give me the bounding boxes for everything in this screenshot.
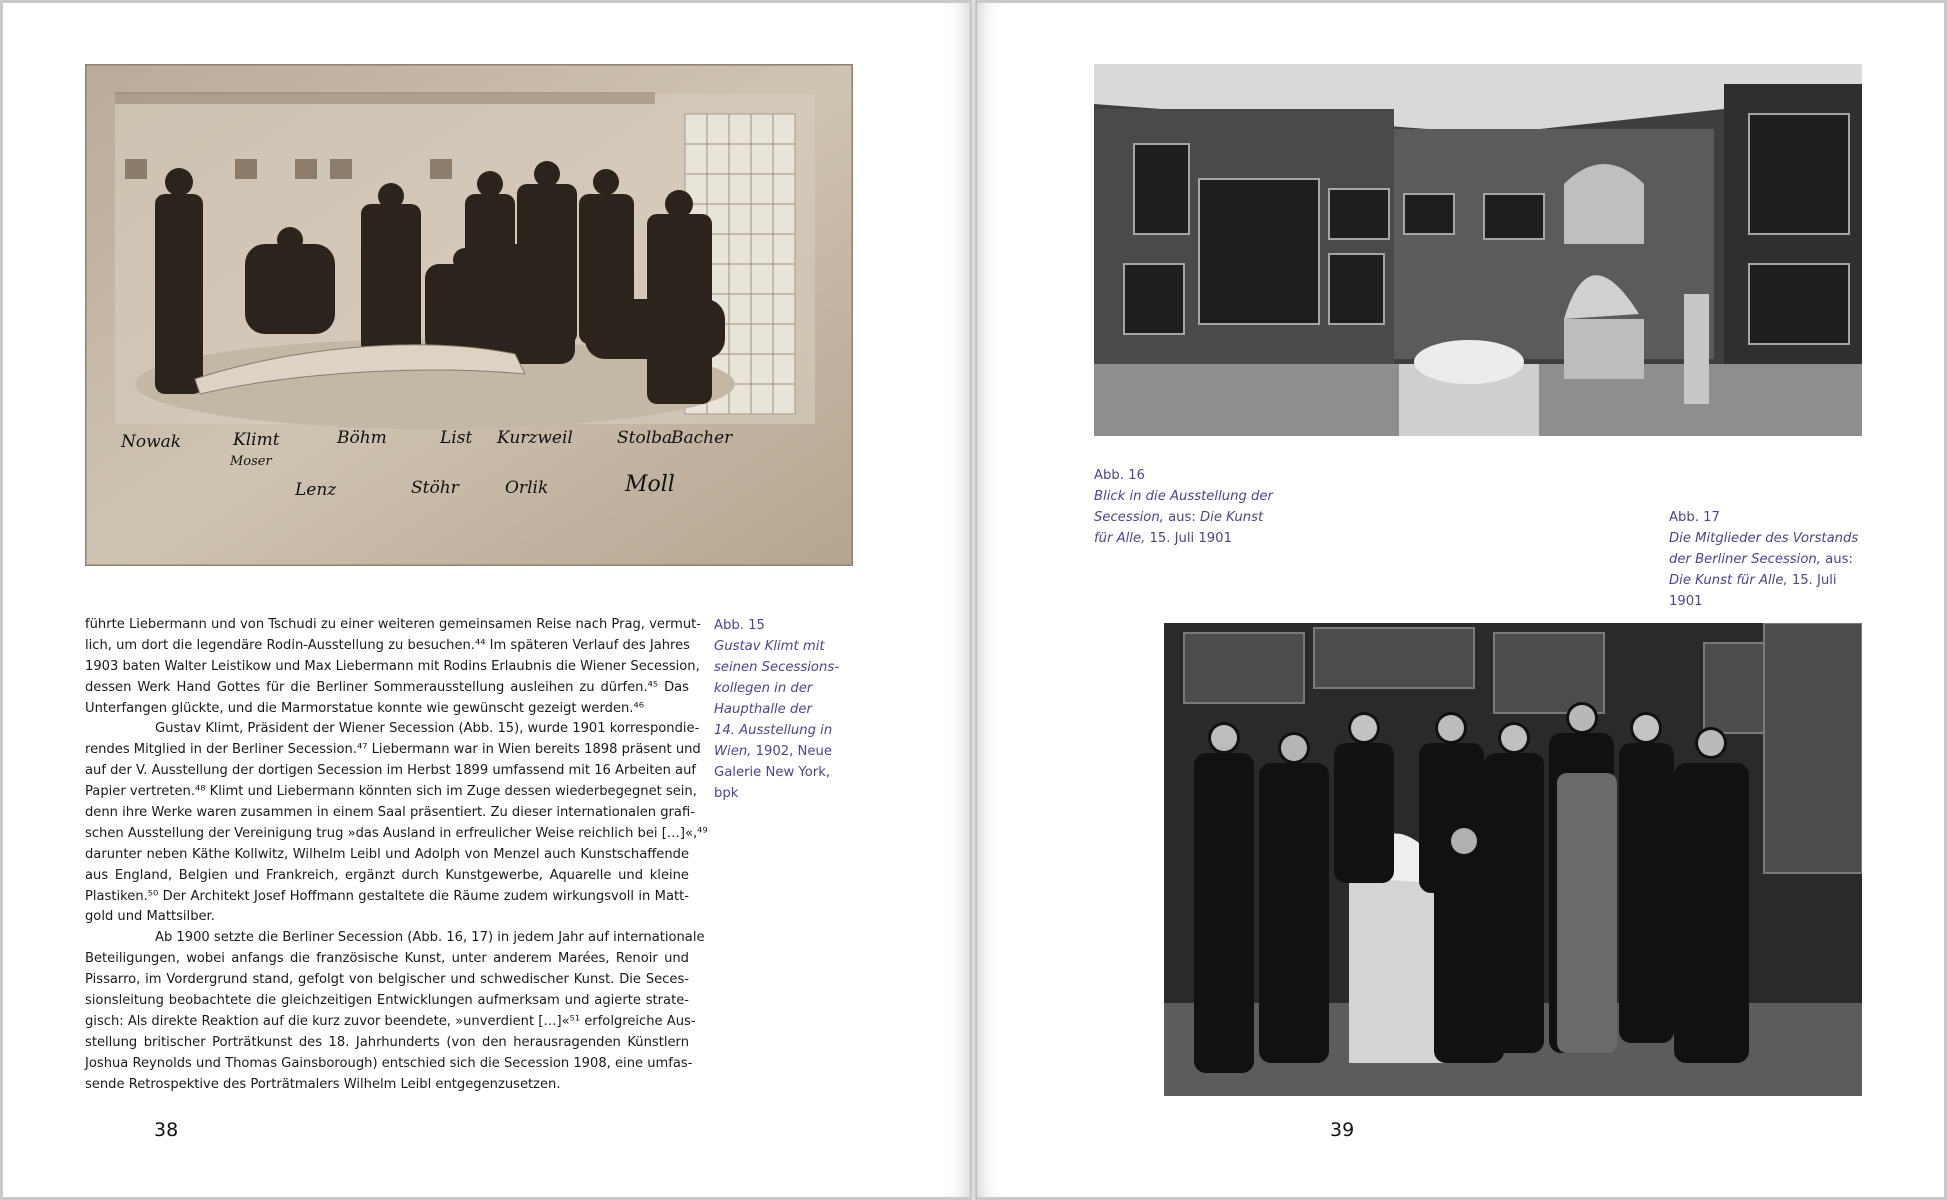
signature-stolba: Stolba	[617, 428, 673, 448]
body-line: auf der V. Ausstellung der dortigen Secession im Herbst 1899 umfassend mit 16 Arbeiten auf	[85, 763, 696, 779]
signature-kurzweil: Kurzweil	[497, 428, 573, 448]
body-line: Ab 1900 setzte die Berliner Secession (Abb. 16, 17) in jedem Jahr auf internationale	[155, 930, 705, 946]
body-line: sionsleitung beobachtete die gleichzeitigen Entwicklungen aufmerksam und agierte strate-	[85, 993, 689, 1009]
signature-nowak: Nowak	[121, 432, 182, 452]
signature-moser: Moser	[230, 454, 272, 469]
caption-regular: aus:	[1820, 552, 1853, 567]
body-line: Beteiligungen, wobei anfangs die französische Kunst, unter anderem Marées, Renoir und	[85, 951, 689, 967]
right-page	[977, 3, 1944, 1197]
figure-17-caption	[1669, 507, 1869, 612]
body-line: rendes Mitglied in der Berliner Secession.⁴⁷ Liebermann war in Wien bereits 1898 präsent und	[85, 742, 701, 758]
figure-16-caption	[1094, 465, 1294, 549]
caption-line: Blick in die Ausstellung der	[1094, 489, 1273, 504]
body-line: Joshua Reynolds und Thomas Gainsborough) entschied sich die Secession 1908, eine umfas-	[85, 1055, 693, 1071]
caption-line: Haupthalle der	[714, 702, 812, 717]
body-line: Plastiken.⁵⁰ Der Architekt Josef Hoffmann gestaltete die Räume zudem wirkungsvoll in Matt-	[85, 888, 689, 904]
caption-line: kollegen in der	[714, 681, 813, 696]
sepia-photo-illustration	[85, 64, 853, 566]
body-line: aus England, Belgien und Frankreich, ergänzt durch Kunstgewerbe, Aquarelle und kleine	[85, 867, 689, 883]
caption-italic: der Berliner Secession,	[1669, 552, 1821, 567]
body-text	[85, 615, 708, 1095]
figure-17-board-members-photo	[1164, 623, 1862, 1096]
left-page	[3, 3, 970, 1197]
caption-line	[1669, 549, 1869, 570]
body-line: sende Retrospektive des Porträtmalers Wilhelm Leibl entgegenzusetzen.	[85, 1076, 561, 1092]
signature-moll: Moll	[625, 472, 675, 497]
caption-line	[1094, 507, 1294, 528]
exhibition-hall-illustration	[1094, 64, 1862, 436]
caption-number: Abb. 16	[1094, 468, 1145, 483]
caption-line	[714, 741, 874, 762]
caption-line: 14. Ausstellung in	[714, 723, 833, 738]
body-line: Gustav Klimt, Präsident der Wiener Secession (Abb. 15), wurde 1901 korrespondie-	[155, 721, 700, 737]
page-number-right: 39	[1330, 1119, 1355, 1141]
signature-stohr: Stöhr	[411, 478, 459, 498]
caption-line: seinen Secessions-	[714, 660, 839, 675]
body-line: gold und Mattsilber.	[85, 909, 215, 925]
caption-italic: Wien,	[714, 744, 752, 759]
body-line: denn ihre Werke waren zusammen in einem Saal präsentiert. Zu dieser internationalen grafi-	[85, 805, 695, 821]
caption-number: Abb. 17	[1669, 510, 1720, 525]
body-line: dessen Werk Hand Gottes für die Berliner Sommerausstellung ausleihen zu dürfen.⁴⁵ Das	[85, 679, 689, 695]
signature-klimt: Klimt	[233, 430, 280, 450]
signature-list: List	[440, 428, 473, 448]
board-members-illustration	[1164, 623, 1862, 1096]
signature-lenz: Lenz	[295, 480, 337, 500]
caption-italic: Secession,	[1094, 510, 1164, 525]
signature-bacher: Bacher	[671, 428, 733, 448]
signature-orlik: Orlik	[505, 478, 549, 498]
caption-line: Galerie New York,	[714, 765, 831, 780]
body-line: schen Ausstellung der Vereinigung trug »das Ausland in erfreulicher Weise reichlich bei […]«,⁴⁹	[85, 825, 708, 841]
body-line: Papier vertreten.⁴⁸ Klimt und Liebermann könnten sich im Zuge dessen wiederbegegnet sein,	[85, 784, 697, 800]
caption-line: Die Mitglieder des Vorstands	[1669, 531, 1859, 546]
caption-line	[1094, 528, 1294, 549]
book-gutter	[970, 0, 977, 1200]
body-line: stellung britischer Porträtkunst des 18. Jahrhunderts (von den herausragenden Künstlern	[85, 1034, 689, 1050]
body-line: 1903 baten Walter Leistikow und Max Liebermann mit Rodins Erlaubnis die Wiener Secession,	[85, 658, 700, 674]
caption-regular: 1902, Neue	[751, 744, 832, 759]
caption-italic: Die Kunst	[1200, 510, 1264, 525]
caption-regular: 15. Juli 1901	[1669, 573, 1837, 609]
page-number-left: 38	[154, 1119, 179, 1141]
body-line: darunter neben Käthe Kollwitz, Wilhelm Leibl und Adolph von Menzel auch Kunstschaffende	[85, 846, 689, 862]
caption-line: Gustav Klimt mit	[714, 639, 825, 654]
body-line: Pissarro, im Vordergrund stand, gefolgt von belgischer und schwedischer Kunst. Die Seces-	[85, 972, 689, 988]
figure-15-caption	[714, 615, 874, 804]
body-line: Unterfangen glückte, und die Marmorstatue konnte wie gewünscht gezeigt werden.⁴⁶	[85, 700, 644, 716]
body-line: führte Liebermann und von Tschudi zu einer weiteren gemeinsamen Reise nach Prag, vermut-	[85, 617, 702, 632]
caption-italic: Die Kunst für Alle,	[1669, 573, 1788, 588]
caption-regular: 15. Juli 1901	[1145, 531, 1232, 546]
caption-regular: aus:	[1163, 510, 1201, 525]
signature-bohm: Böhm	[337, 428, 387, 448]
caption-italic: für Alle,	[1094, 531, 1146, 546]
caption-line	[1669, 570, 1869, 612]
caption-line: bpk	[714, 786, 739, 801]
figure-16-exhibition-hall-photo	[1094, 64, 1862, 436]
figure-15-sepia-group-photo	[85, 64, 853, 566]
body-line: gisch: Als direkte Reaktion auf die kurz zuvor beendete, »unverdient […]«⁵¹ erfolgreiche Aus-	[85, 1013, 696, 1029]
body-line: lich, um dort die legendäre Rodin-Ausstellung zu besuchen.⁴⁴ Im späteren Verlauf des Jahres	[85, 637, 690, 653]
caption-number: Abb. 15	[714, 618, 765, 633]
